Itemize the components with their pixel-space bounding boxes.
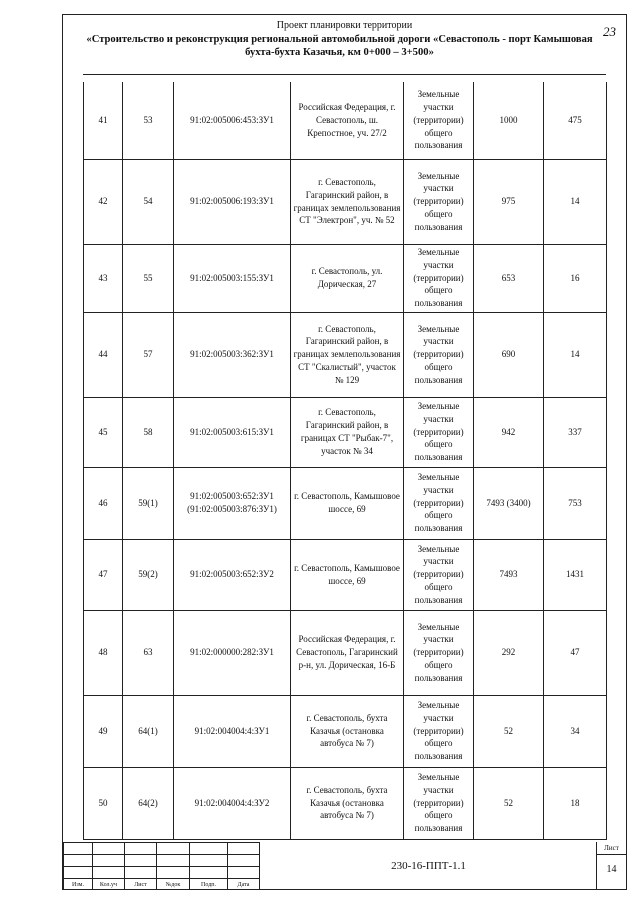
distance-cell: 14	[544, 312, 607, 397]
parcel-index-cell: 55	[123, 244, 174, 312]
cadastral-number-cell: 91:02:005003:362:ЗУ1	[174, 312, 291, 397]
area-cell: 7493 (3400)	[474, 467, 544, 539]
distance-cell: 475	[544, 82, 607, 159]
page-number: 23	[603, 24, 616, 39]
distance-cell: 337	[544, 397, 607, 467]
land-use-cell: Земельные участки (территории) общего пользования	[404, 767, 474, 839]
parcel-index-cell: 57	[123, 312, 174, 397]
stamp-label: Лист	[125, 879, 157, 891]
sheet-number: 14	[606, 864, 617, 875]
sheet-label: Лист	[597, 842, 626, 855]
cadastral-number-cell: 91:02:005003:155:ЗУ1	[174, 244, 291, 312]
document-code: 230-16-ППТ-1.1	[259, 842, 597, 889]
stamp-label: Подп.	[190, 879, 228, 891]
land-use-cell: Земельные участки (территории) общего пользования	[404, 312, 474, 397]
stamp-label: Дата	[228, 879, 260, 891]
parcel-index-cell: 53	[123, 82, 174, 159]
table-row	[84, 244, 607, 312]
distance-cell: 753	[544, 467, 607, 539]
distance-cell: 18	[544, 767, 607, 839]
distance-cell: 1431	[544, 539, 607, 610]
table-row	[84, 397, 607, 467]
address-cell: г. Севастополь, Камышовое шоссе, 69	[291, 539, 404, 610]
area-cell: 52	[474, 767, 544, 839]
address-cell: Российская Федерация, г. Севастополь, ш. Крепостное, уч. 27/2	[291, 82, 404, 159]
area-cell: 975	[474, 159, 544, 244]
table-row	[84, 695, 607, 767]
address-cell: Российская Федерация, г. Севастополь, Гагаринский р-н, ул. Дорическая, 16-Б	[291, 610, 404, 695]
header-rule	[83, 74, 606, 75]
land-use-cell: Земельные участки (территории) общего пользования	[404, 159, 474, 244]
row-number-cell: 47	[84, 539, 123, 610]
project-title: «Строительство и реконструкция региональной автомобильной дороги «Севастополь - порт Камышовая бухта-бухта Казачья, км 0+000 – 3+500»	[86, 34, 593, 58]
sheet-box	[596, 842, 626, 889]
parcel-index-cell: 64(1)	[123, 695, 174, 767]
cadastral-number-cell: 91:02:005003:652:ЗУ1 (91:02:005003:876:ЗУ1)	[174, 467, 291, 539]
row-number-cell: 48	[84, 610, 123, 695]
page-frame	[62, 14, 627, 890]
cadastral-number-cell: 91:02:000000:282:ЗУ1	[174, 610, 291, 695]
cadastral-number-cell: 91:02:005006:453:ЗУ1	[174, 82, 291, 159]
land-use-cell: Земельные участки (территории) общего пользования	[404, 244, 474, 312]
row-number-cell: 46	[84, 467, 123, 539]
cadastral-number-cell: 91:02:004004:4:ЗУ2	[174, 767, 291, 839]
cadastral-number-cell: 91:02:005003:615:ЗУ1	[174, 397, 291, 467]
table-row	[84, 82, 607, 159]
table-row	[84, 312, 607, 397]
land-use-cell: Земельные участки (территории) общего пользования	[404, 397, 474, 467]
table-row	[84, 767, 607, 839]
row-number-cell: 49	[84, 695, 123, 767]
row-number-cell: 50	[84, 767, 123, 839]
address-cell: г. Севастополь, Камышовое шоссе, 69	[291, 467, 404, 539]
revision-grid	[63, 842, 260, 890]
table-row	[84, 610, 607, 695]
land-use-cell: Земельные участки (территории) общего пользования	[404, 467, 474, 539]
distance-cell: 47	[544, 610, 607, 695]
distance-cell: 16	[544, 244, 607, 312]
address-cell: г. Севастополь, Гагаринский район, в границах СТ "Рыбак-7", участок № 34	[291, 397, 404, 467]
cadastral-number-cell: 91:02:004004:4:ЗУ1	[174, 695, 291, 767]
distance-cell: 34	[544, 695, 607, 767]
address-cell: г. Севастополь, Гагаринский район, в границах землепользования СТ "Скалистый", участок № 129	[291, 312, 404, 397]
parcel-index-cell: 63	[123, 610, 174, 695]
parcel-index-cell: 64(2)	[123, 767, 174, 839]
parcels-table	[83, 82, 607, 840]
table-row	[84, 159, 607, 244]
cadastral-number-cell: 91:02:005006:193:ЗУ1	[174, 159, 291, 244]
area-cell: 52	[474, 695, 544, 767]
area-cell: 292	[474, 610, 544, 695]
area-cell: 690	[474, 312, 544, 397]
parcel-index-cell: 54	[123, 159, 174, 244]
table-row	[84, 539, 607, 610]
row-number-cell: 44	[84, 312, 123, 397]
address-cell: г. Севастополь, бухта Казачья (остановка автобуса № 7)	[291, 767, 404, 839]
row-number-cell: 45	[84, 397, 123, 467]
address-cell: г. Севастополь, ул. Дорическая, 27	[291, 244, 404, 312]
row-number-cell: 41	[84, 82, 123, 159]
land-use-cell: Земельные участки (территории) общего пользования	[404, 82, 474, 159]
address-cell: г. Севастополь, Гагаринский район, в границах землепользования СТ "Электрон", уч. № 52	[291, 159, 404, 244]
address-cell: г. Севастополь, бухта Казачья (остановка автобуса № 7)	[291, 695, 404, 767]
project-subtitle: Проект планировки территории	[276, 20, 413, 31]
land-use-cell: Земельные участки (территории) общего пользования	[404, 610, 474, 695]
land-use-cell: Земельные участки (территории) общего пользования	[404, 695, 474, 767]
parcel-index-cell: 59(2)	[123, 539, 174, 610]
parcel-index-cell: 59(1)	[123, 467, 174, 539]
cadastral-number-cell: 91:02:005003:652:ЗУ2	[174, 539, 291, 610]
stamp-label: Изм.	[64, 879, 93, 891]
row-number-cell: 42	[84, 159, 123, 244]
area-cell: 653	[474, 244, 544, 312]
stamp-label: Кол.уч	[93, 879, 125, 891]
parcel-index-cell: 58	[123, 397, 174, 467]
area-cell: 1000	[474, 82, 544, 159]
stamp-label: №док	[157, 879, 190, 891]
land-use-cell: Земельные участки (территории) общего пользования	[404, 539, 474, 610]
title-block	[63, 842, 626, 889]
area-cell: 942	[474, 397, 544, 467]
area-cell: 7493	[474, 539, 544, 610]
distance-cell: 14	[544, 159, 607, 244]
row-number-cell: 43	[84, 244, 123, 312]
table-row	[84, 467, 607, 539]
